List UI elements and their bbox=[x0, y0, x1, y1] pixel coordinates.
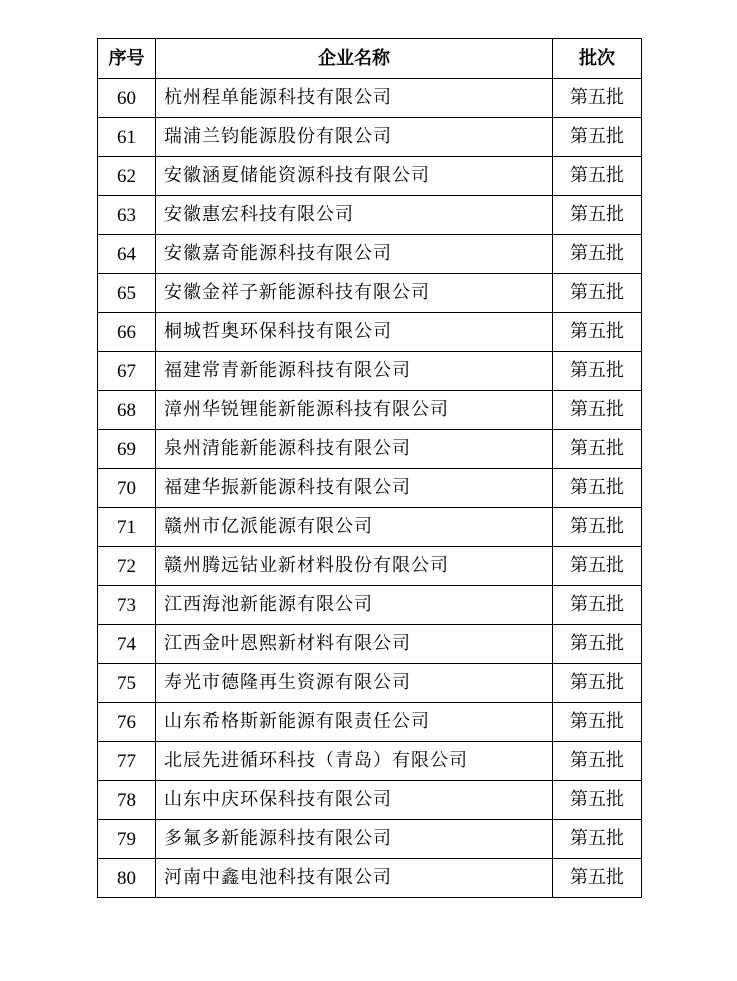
company-name-cell: 福建华振新能源科技有限公司 bbox=[156, 469, 553, 508]
table-row bbox=[98, 157, 642, 196]
serial-number-cell: 64 bbox=[98, 235, 156, 274]
company-name-cell: 瑞浦兰钧能源股份有限公司 bbox=[156, 118, 553, 157]
batch-cell: 第五批 bbox=[553, 508, 642, 547]
serial-number-cell: 70 bbox=[98, 469, 156, 508]
header-row bbox=[98, 39, 642, 79]
header-company-name: 企业名称 bbox=[156, 39, 553, 79]
batch-cell: 第五批 bbox=[553, 118, 642, 157]
company-name-cell: 山东中庆环保科技有限公司 bbox=[156, 781, 553, 820]
batch-cell: 第五批 bbox=[553, 586, 642, 625]
table-row bbox=[98, 781, 642, 820]
enterprise-table bbox=[97, 38, 642, 898]
table-row bbox=[98, 547, 642, 586]
serial-number-cell: 60 bbox=[98, 79, 156, 118]
serial-number-cell: 72 bbox=[98, 547, 156, 586]
table-row bbox=[98, 820, 642, 859]
company-name-cell: 寿光市德隆再生资源有限公司 bbox=[156, 664, 553, 703]
company-name-cell: 赣州市亿派能源有限公司 bbox=[156, 508, 553, 547]
company-name-cell: 北辰先进循环科技（青岛）有限公司 bbox=[156, 742, 553, 781]
batch-cell: 第五批 bbox=[553, 79, 642, 118]
batch-cell: 第五批 bbox=[553, 742, 642, 781]
table-row bbox=[98, 469, 642, 508]
table-row bbox=[98, 274, 642, 313]
serial-number-cell: 75 bbox=[98, 664, 156, 703]
serial-number-cell: 67 bbox=[98, 352, 156, 391]
batch-cell: 第五批 bbox=[553, 469, 642, 508]
batch-cell: 第五批 bbox=[553, 313, 642, 352]
table-row bbox=[98, 196, 642, 235]
batch-cell: 第五批 bbox=[553, 157, 642, 196]
serial-number-cell: 63 bbox=[98, 196, 156, 235]
batch-cell: 第五批 bbox=[553, 664, 642, 703]
table-body bbox=[98, 79, 642, 898]
table-row bbox=[98, 79, 642, 118]
serial-number-cell: 68 bbox=[98, 391, 156, 430]
batch-cell: 第五批 bbox=[553, 235, 642, 274]
table-row bbox=[98, 664, 642, 703]
table-row bbox=[98, 508, 642, 547]
company-name-cell: 河南中鑫电池科技有限公司 bbox=[156, 859, 553, 898]
batch-cell: 第五批 bbox=[553, 625, 642, 664]
company-name-cell: 江西海池新能源有限公司 bbox=[156, 586, 553, 625]
batch-cell: 第五批 bbox=[553, 430, 642, 469]
serial-number-cell: 74 bbox=[98, 625, 156, 664]
table-header bbox=[98, 39, 642, 79]
company-name-cell: 福建常青新能源科技有限公司 bbox=[156, 352, 553, 391]
table-row bbox=[98, 391, 642, 430]
batch-cell: 第五批 bbox=[553, 352, 642, 391]
batch-cell: 第五批 bbox=[553, 391, 642, 430]
table-row bbox=[98, 430, 642, 469]
header-batch: 批次 bbox=[553, 39, 642, 79]
company-name-cell: 山东希格斯新能源有限责任公司 bbox=[156, 703, 553, 742]
table-row bbox=[98, 313, 642, 352]
table-row bbox=[98, 625, 642, 664]
batch-cell: 第五批 bbox=[553, 547, 642, 586]
company-name-cell: 泉州清能新能源科技有限公司 bbox=[156, 430, 553, 469]
serial-number-cell: 79 bbox=[98, 820, 156, 859]
serial-number-cell: 69 bbox=[98, 430, 156, 469]
company-name-cell: 杭州程单能源科技有限公司 bbox=[156, 79, 553, 118]
serial-number-cell: 78 bbox=[98, 781, 156, 820]
company-name-cell: 安徽金祥子新能源科技有限公司 bbox=[156, 274, 553, 313]
table-row bbox=[98, 742, 642, 781]
batch-cell: 第五批 bbox=[553, 781, 642, 820]
batch-cell: 第五批 bbox=[553, 703, 642, 742]
header-serial-number: 序号 bbox=[98, 39, 156, 79]
serial-number-cell: 66 bbox=[98, 313, 156, 352]
serial-number-cell: 76 bbox=[98, 703, 156, 742]
company-name-cell: 安徽嘉奇能源科技有限公司 bbox=[156, 235, 553, 274]
company-name-cell: 安徽惠宏科技有限公司 bbox=[156, 196, 553, 235]
company-name-cell: 江西金叶恩熙新材料有限公司 bbox=[156, 625, 553, 664]
table-row bbox=[98, 703, 642, 742]
serial-number-cell: 62 bbox=[98, 157, 156, 196]
batch-cell: 第五批 bbox=[553, 820, 642, 859]
serial-number-cell: 73 bbox=[98, 586, 156, 625]
company-name-cell: 安徽涵夏储能资源科技有限公司 bbox=[156, 157, 553, 196]
table-row bbox=[98, 859, 642, 898]
enterprise-table-container bbox=[97, 38, 641, 898]
serial-number-cell: 71 bbox=[98, 508, 156, 547]
serial-number-cell: 77 bbox=[98, 742, 156, 781]
batch-cell: 第五批 bbox=[553, 196, 642, 235]
company-name-cell: 赣州腾远钴业新材料股份有限公司 bbox=[156, 547, 553, 586]
serial-number-cell: 61 bbox=[98, 118, 156, 157]
company-name-cell: 桐城哲奥环保科技有限公司 bbox=[156, 313, 553, 352]
batch-cell: 第五批 bbox=[553, 859, 642, 898]
serial-number-cell: 65 bbox=[98, 274, 156, 313]
table-row bbox=[98, 235, 642, 274]
company-name-cell: 多氟多新能源科技有限公司 bbox=[156, 820, 553, 859]
table-row bbox=[98, 118, 642, 157]
serial-number-cell: 80 bbox=[98, 859, 156, 898]
table-row bbox=[98, 586, 642, 625]
batch-cell: 第五批 bbox=[553, 274, 642, 313]
company-name-cell: 漳州华锐锂能新能源科技有限公司 bbox=[156, 391, 553, 430]
table-row bbox=[98, 352, 642, 391]
